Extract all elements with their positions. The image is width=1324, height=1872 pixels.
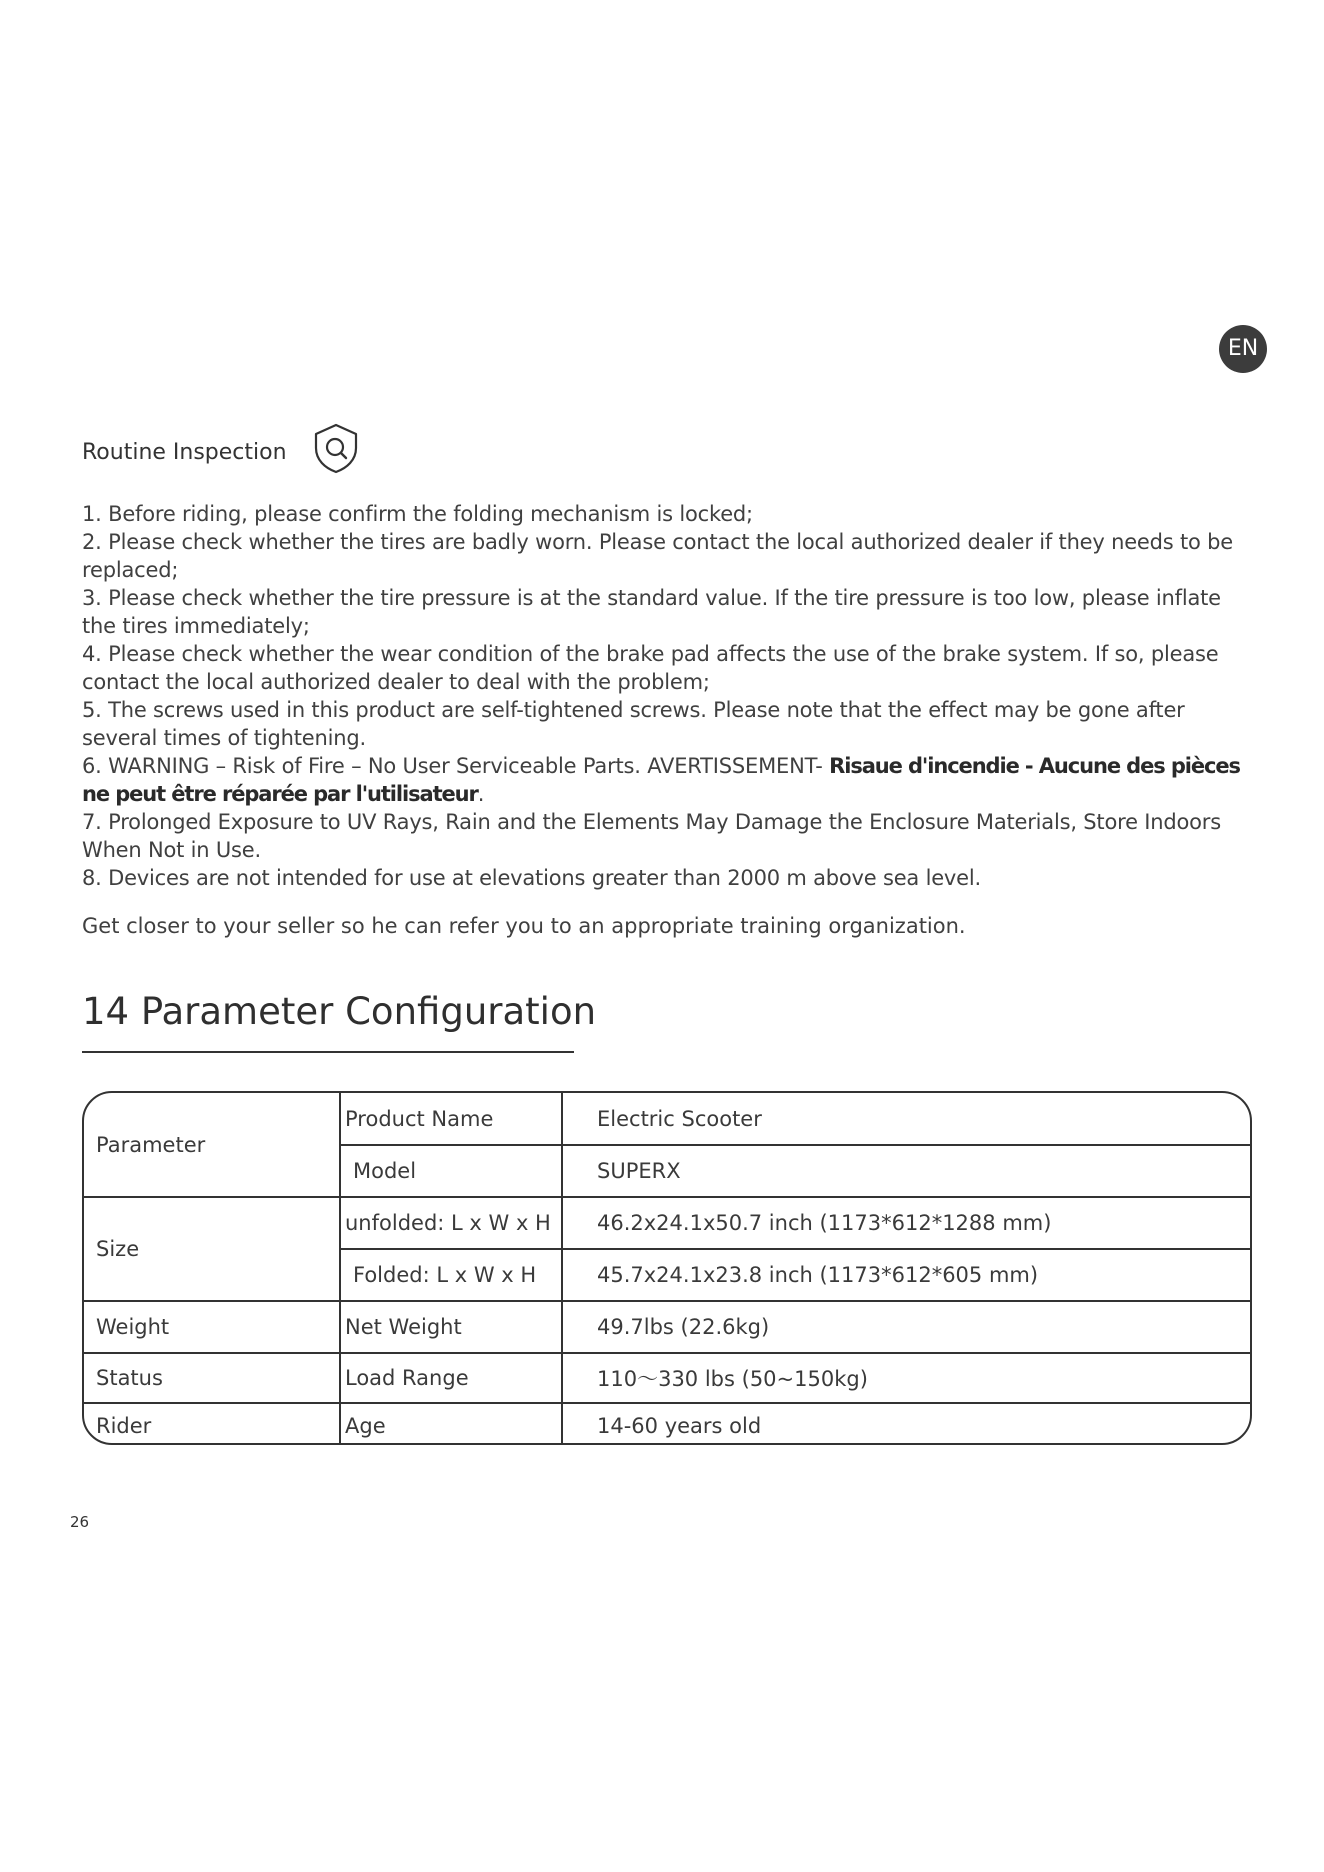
group-cell: Size: [84, 1197, 340, 1301]
value-cell: Electric Scooter: [562, 1093, 1250, 1145]
inspection-item-7: 7. Prolonged Exposure to UV Rays, Rain and the Elements May Damage the Enclosure Materials, Store Indoors When Not in Use.: [82, 810, 1221, 862]
inspection-item-5: 5. The screws used in this product are self-tightened screws. Please note that the effect may be gone after several times of tightening.: [82, 698, 1185, 750]
inspection-list: [82, 500, 1252, 892]
table-row: [84, 1403, 1250, 1445]
group-cell: Rider: [84, 1403, 340, 1445]
param-cell: unfolded: L x W x H: [340, 1197, 562, 1249]
value-cell: 14-60 years old: [562, 1403, 1250, 1445]
parameter-table-frame: [82, 1091, 1252, 1445]
value-cell: 49.7lbs (22.6kg): [562, 1301, 1250, 1353]
param-cell: Product Name: [340, 1093, 562, 1145]
warning-french: Risaue d'incendie - Aucune des pièces ne peut être réparée par l'utilisateur: [82, 754, 1240, 806]
inspection-item-1: 1. Before riding, please confirm the folding mechanism is locked;: [82, 502, 753, 526]
title-underline: [82, 1051, 574, 1053]
shield-search-icon: [312, 422, 360, 474]
value-cell: 45.7x24.1x23.8 inch (1173*612*605 mm): [562, 1249, 1250, 1301]
chapter-title: 14 Parameter Configuration: [82, 990, 597, 1033]
param-cell: Model: [340, 1145, 562, 1197]
inspection-item-4: 4. Please check whether the wear condition of the brake pad affects the use of the brake system. If so, please contact the local authorized dealer to deal with the problem;: [82, 642, 1219, 694]
warning-suffix: .: [477, 782, 485, 806]
param-cell: Net Weight: [340, 1301, 562, 1353]
param-cell: Folded: L x W x H: [340, 1249, 562, 1301]
value-cell: 46.2x24.1x50.7 inch (1173*612*1288 mm): [562, 1197, 1250, 1249]
language-badge: EN: [1219, 325, 1267, 373]
group-cell: Weight: [84, 1301, 340, 1353]
parameter-table: [84, 1093, 1250, 1445]
warning-english: 6. WARNING – Risk of Fire – No User Serviceable Parts. AVERTISSEMENT-: [82, 754, 830, 778]
value-cell: 110～330 lbs (50~150kg): [562, 1353, 1250, 1403]
inspection-item-6: [82, 752, 1252, 808]
param-cell: Load Range: [340, 1353, 562, 1403]
inspection-item-3: 3. Please check whether the tire pressure is at the standard value. If the tire pressure is too low, please inflate the tires immediately;: [82, 586, 1221, 638]
training-note: Get closer to your seller so he can refer you to an appropriate training organization.: [82, 914, 966, 938]
table-row: [84, 1197, 1250, 1249]
param-cell: Age: [340, 1403, 562, 1445]
routine-inspection-heading: Routine Inspection: [82, 440, 287, 465]
inspection-item-2: 2. Please check whether the tires are badly worn. Please contact the local authorized dealer if they needs to be replaced;: [82, 530, 1234, 582]
group-cell: Parameter: [84, 1093, 340, 1197]
table-row: [84, 1353, 1250, 1403]
table-row: [84, 1301, 1250, 1353]
group-cell: Status: [84, 1353, 340, 1403]
inspection-item-8: 8. Devices are not intended for use at elevations greater than 2000 m above sea level.: [82, 866, 981, 890]
page-number: 26: [70, 1513, 90, 1531]
value-cell: SUPERX: [562, 1145, 1250, 1197]
table-row: [84, 1093, 1250, 1145]
